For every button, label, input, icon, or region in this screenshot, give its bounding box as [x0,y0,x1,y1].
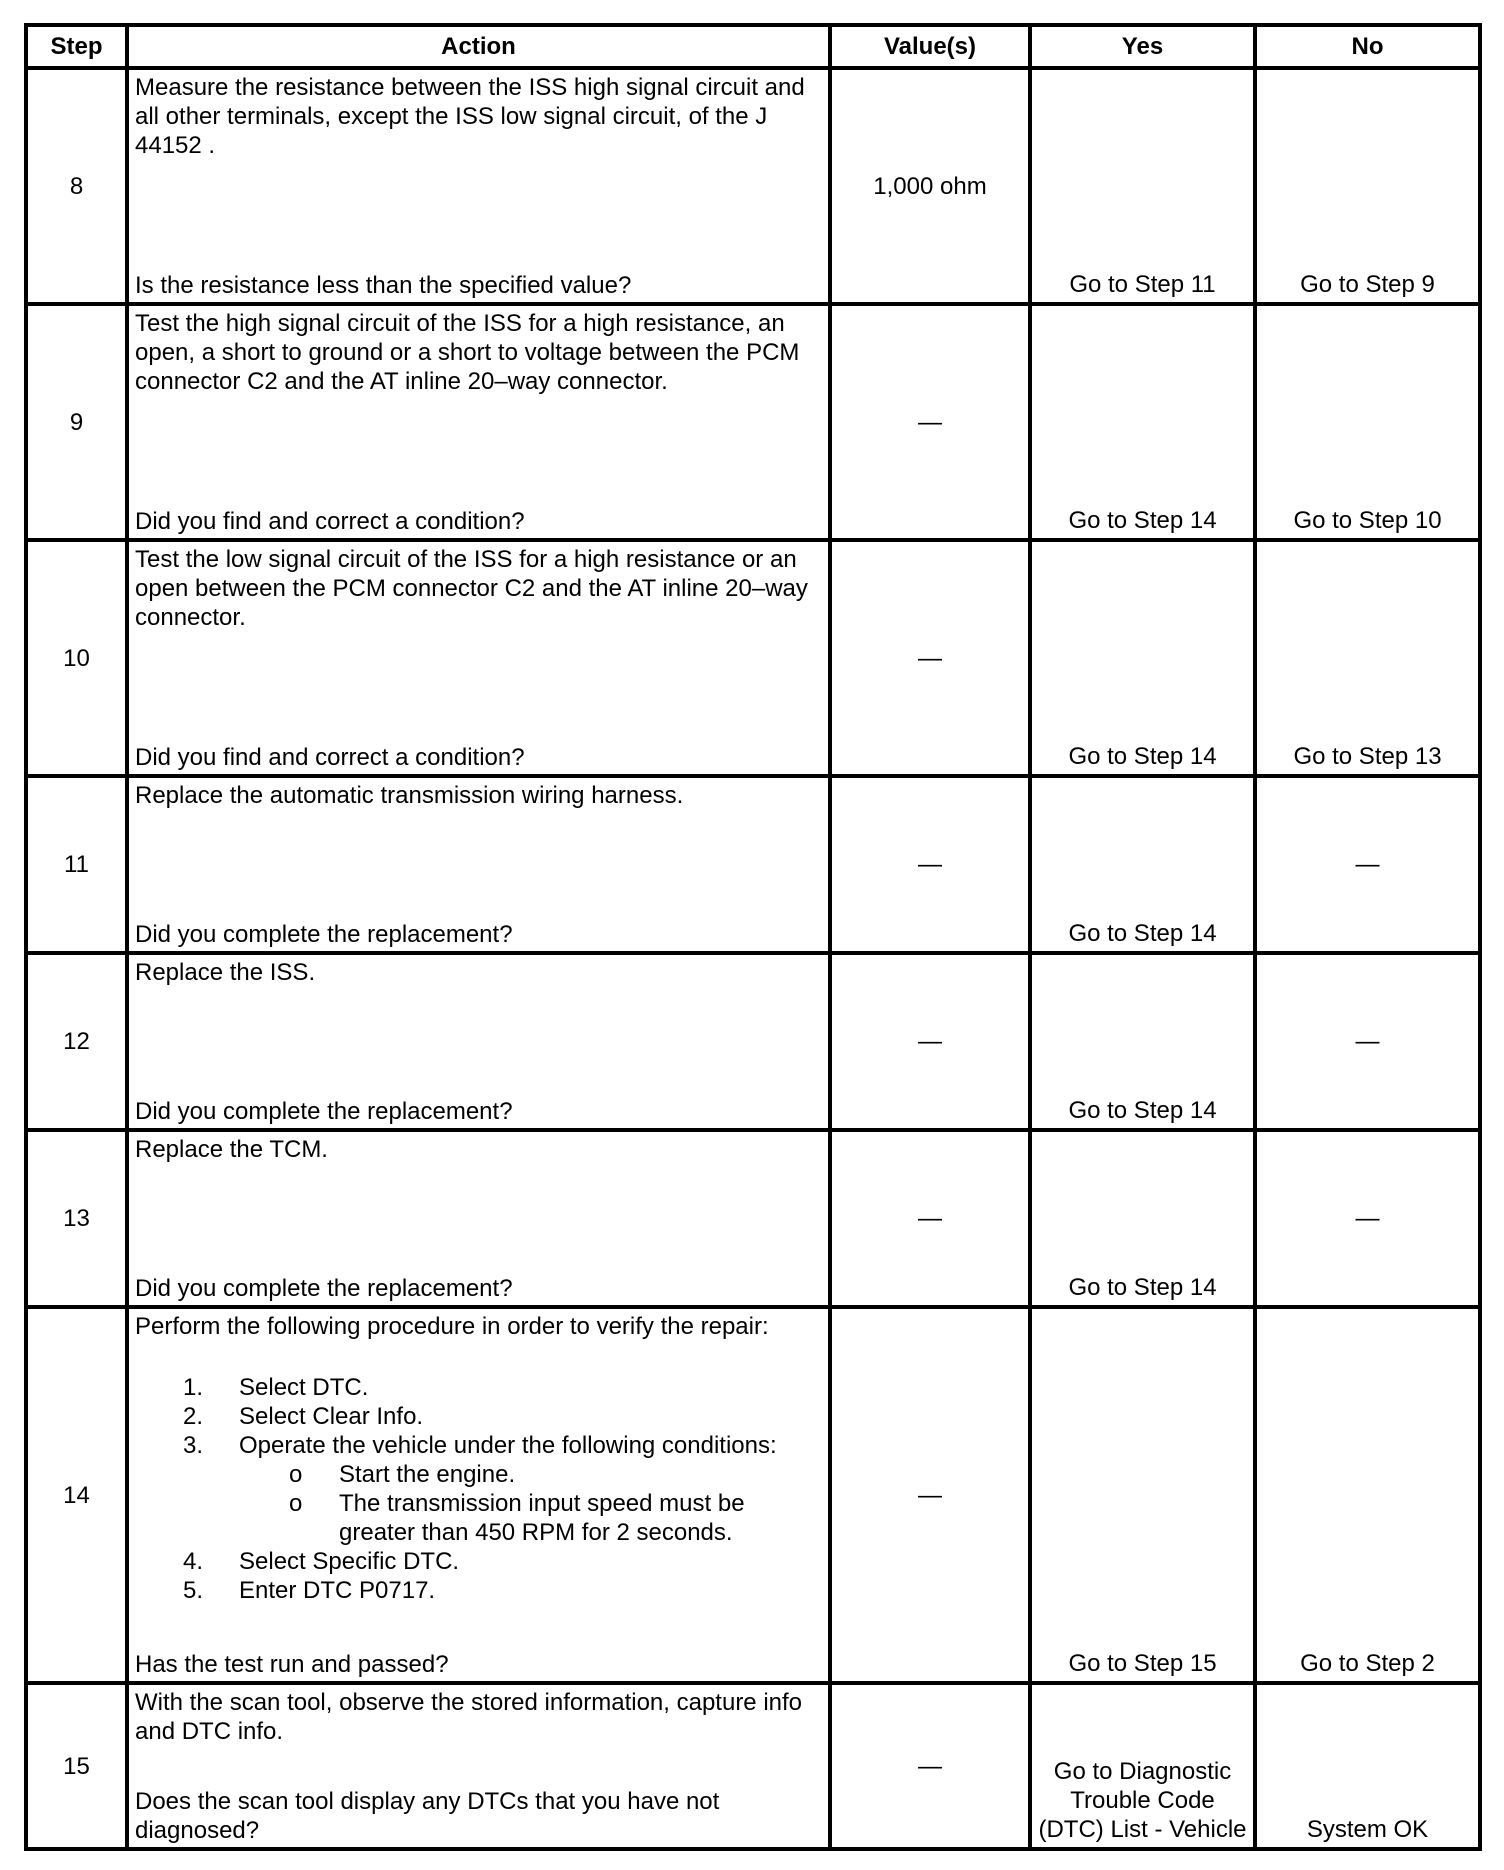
header-yes: Yes [1030,25,1255,68]
step-number: 10 [26,540,127,776]
value-cell: — [830,1683,1030,1849]
no-text: Go to Step 2 [1300,1650,1435,1677]
header-no: No [1255,25,1480,68]
yes-cell [1030,68,1255,304]
header-row [26,25,1480,68]
yes-text: Go to Step 14 [1068,920,1217,947]
table-row [26,540,1480,776]
table-row [26,1130,1480,1307]
action-cell [127,540,830,776]
value-cell: — [830,1307,1030,1683]
action-question: Did you find and correct a condition? [135,744,525,771]
yes-cell [1030,776,1255,953]
table-row [26,1683,1480,1849]
action-cell [127,304,830,540]
action-cell [127,776,830,953]
no-cell [1255,540,1480,776]
procedure-sublist [239,1460,820,1547]
yes-cell [1030,1130,1255,1307]
yes-cell [1030,953,1255,1130]
procedure-step: Select Clear Info. [239,1403,424,1430]
procedure-list [135,1373,820,1605]
yes-text: Go to Step 14 [1068,743,1217,770]
yes-text: Go to Step 11 [1069,271,1216,298]
action-text: Measure the resistance between the ISS high signal circuit and all other terminals, except the ISS low signal circuit, of the J 44152 . [135,74,805,159]
table-row [26,953,1480,1130]
no-text: Go to Step 9 [1300,271,1435,298]
no-cell [1255,1307,1480,1683]
step-number: 15 [26,1683,127,1849]
value-cell: 1,000 ohm [830,68,1030,304]
yes-cell [1030,304,1255,540]
procedure-step [239,1431,820,1547]
action-text: Test the high signal circuit of the ISS for a high resistance, an open, a short to ground or a short to voltage between the PCM connector C2 and the AT inline 20–way connector. [135,310,800,395]
step-number: 8 [26,68,127,304]
header-step: Step [26,25,127,68]
table-row [26,1307,1480,1683]
value-cell: — [830,953,1030,1130]
action-text: Replace the automatic transmission wiring harness. [135,782,684,809]
procedure-step: Select Specific DTC. [239,1548,460,1575]
yes-text: Go to Step 15 [1068,1650,1217,1677]
step-number: 14 [26,1307,127,1683]
step-number: 11 [26,776,127,953]
procedure-step: Select DTC. [239,1374,369,1401]
yes-cell [1030,1307,1255,1683]
no-cell [1255,1683,1480,1849]
action-text: Perform the following procedure in order to verify the repair: [135,1313,769,1340]
action-question: Has the test run and passed? [135,1651,449,1678]
no-text: Go to Step 10 [1293,507,1442,534]
diagnostic-table [24,23,1482,1851]
value-cell: — [830,1130,1030,1307]
step-number: 9 [26,304,127,540]
no-text: Go to Step 13 [1293,743,1442,770]
yes-text: Go to Step 14 [1068,507,1217,534]
procedure-step-text: Operate the vehicle under the following conditions: [239,1432,777,1459]
action-question: Did you find and correct a condition? [135,508,525,535]
action-question: Did you complete the replacement? [135,1098,513,1125]
yes-cell [1030,540,1255,776]
no-text: System OK [1306,1816,1429,1843]
yes-text: Go to Step 14 [1068,1097,1217,1124]
procedure-step: Enter DTC P0717. [239,1577,436,1604]
step-number: 12 [26,953,127,1130]
action-cell [127,1683,830,1849]
step-number: 13 [26,1130,127,1307]
no-cell: — [1255,776,1480,953]
no-cell [1255,304,1480,540]
value-cell: — [830,540,1030,776]
action-question: Is the resistance less than the specified value? [135,272,632,299]
table-row [26,304,1480,540]
action-question: Does the scan tool display any DTCs that you have not diagnosed? [135,1788,720,1844]
procedure-substep: o Start the engine. [339,1460,820,1489]
value-cell: — [830,776,1030,953]
yes-text: Go to Step 14 [1068,1274,1217,1301]
header-action: Action [127,25,830,68]
value-cell: — [830,304,1030,540]
no-cell: — [1255,1130,1480,1307]
yes-text: Go to Diagnostic Trouble Code (DTC) List - Vehicle [1038,1758,1247,1843]
action-cell [127,953,830,1130]
action-cell [127,1130,830,1307]
no-cell: — [1255,953,1480,1130]
action-cell [127,68,830,304]
action-cell [127,1307,830,1683]
action-question: Did you complete the replacement? [135,1275,513,1302]
header-value: Value(s) [830,25,1030,68]
yes-cell [1030,1683,1255,1849]
table-row [26,68,1480,304]
action-text: Replace the ISS. [135,959,316,986]
action-text: Test the low signal circuit of the ISS for a high resistance or an open between the PCM connector C2 and the AT inline 20–way connector. [135,546,808,631]
table-row [26,776,1480,953]
action-question: Did you complete the replacement? [135,921,513,948]
action-text: With the scan tool, observe the stored information, capture info and DTC info. [135,1689,803,1745]
action-text: Replace the TCM. [135,1136,328,1163]
procedure-substep: o The transmission input speed must be greater than 450 RPM for 2 seconds. [339,1489,820,1547]
no-cell [1255,68,1480,304]
